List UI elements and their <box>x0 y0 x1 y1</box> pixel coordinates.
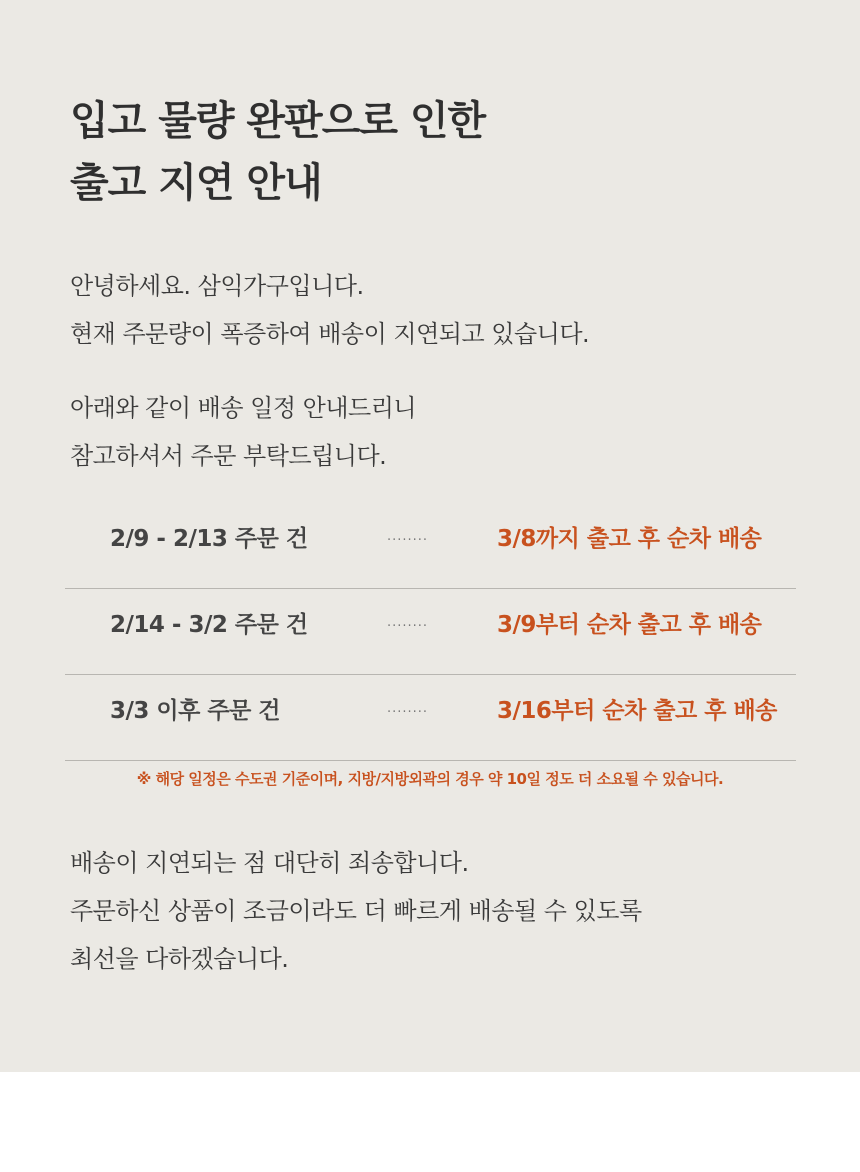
intro-line-2: 현재 주문량이 폭증하여 배송이 지연되고 있습니다. <box>70 320 590 348</box>
dotted-leader: ........ <box>387 701 429 716</box>
schedule-row <box>65 589 796 675</box>
schedule-footnote: ※ 해당 일정은 수도권 기준이며, 지방/지방외곽의 경우 약 10일 정도 더 소요될 수 있습니다. <box>136 770 724 788</box>
guide-line-2: 참고하셔서 주문 부탁드립니다. <box>70 442 387 470</box>
title-line-1: 입고 물량 완판으로 인한 <box>70 98 486 144</box>
notice-title <box>70 90 485 214</box>
closing-line-1: 배송이 지연되는 점 대단히 죄송합니다. <box>70 849 469 877</box>
guide-paragraph <box>70 384 416 480</box>
intro-paragraph <box>70 262 589 358</box>
order-period: 2/14 - 3/2 주문 건 <box>110 612 308 638</box>
dotted-leader: ........ <box>387 615 429 630</box>
title-line-2: 출고 지연 안내 <box>70 160 322 206</box>
closing-paragraph <box>70 839 642 983</box>
closing-line-3: 최선을 다하겠습니다. <box>70 945 289 973</box>
schedule-row <box>65 503 796 589</box>
delivery-schedule: 3/16부터 순차 출고 후 배송 <box>497 698 777 724</box>
order-period: 2/9 - 2/13 주문 건 <box>110 526 308 552</box>
delivery-schedule: 3/9부터 순차 출고 후 배송 <box>497 612 762 638</box>
schedule-row <box>65 675 796 761</box>
closing-line-2: 주문하신 상품이 조금이라도 더 빠르게 배송될 수 있도록 <box>70 897 642 925</box>
dotted-leader: ........ <box>387 529 429 544</box>
delivery-schedule-table <box>65 503 796 761</box>
guide-line-1: 아래와 같이 배송 일정 안내드리니 <box>70 394 417 422</box>
order-period: 3/3 이후 주문 건 <box>110 698 281 724</box>
intro-line-1: 안녕하세요. 삼익가구입니다. <box>70 272 364 300</box>
delivery-schedule: 3/8까지 출고 후 순차 배송 <box>497 526 762 552</box>
